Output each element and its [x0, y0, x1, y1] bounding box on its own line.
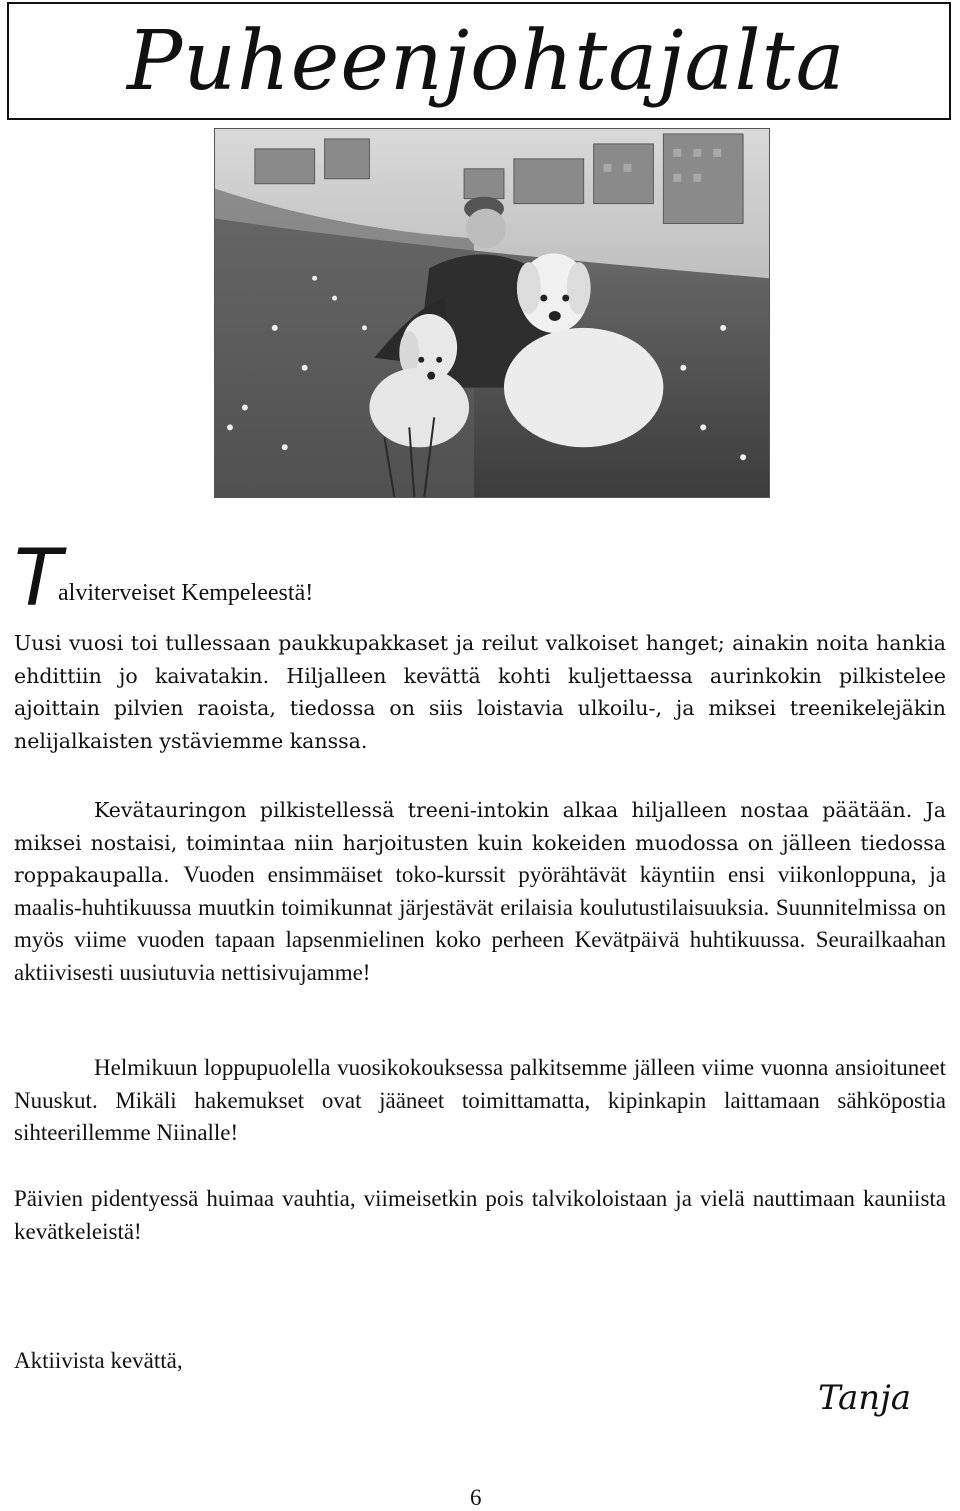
paragraph-2-part-b: Vuoden ensimmäiset toko-kurssit pyörähtävät käyntiin ensi viikonloppuna, ja maalis-huhtikuussa muutkin toimikunnat järjestävät erilaisia koulutustilaisuuksia. Suunnitelmissa on myös viime vuoden tapaan lapsenmielinen koko perheen Kevätpäivä huhtikuussa. Seurailkaahan aktiivisesti uusiutuvia nettisivujamme!: [14, 862, 946, 985]
page-title: Puheenjohtajalta: [127, 14, 846, 109]
page-number: 6: [470, 1485, 482, 1510]
paragraph-2-part-a: Kevätauringon pilkistellessä treeni-intokin alkaa hiljalleen nostaa päätään. Ja miksei nostaisi, toimintaa niin harjoitusten kuin kokeiden muodossa on jälleen tiedossa roppakaupalla.: [14, 798, 946, 887]
paragraph-1: Uusi vuosi toi tullessaan paukkupakkaset ja reilut valkoiset hanget; ainakin noita hankia ehdittiin jo kaivatakin. Hiljalleen kevättä kohti kuljettaessa aurinkokin pilkistelee ajoittain pilvien raoista, tiedossa on siis loistavia ulkoilu-, ja miksei treenikelejäkin nelijalkaisten ystäviemme kanssa.: [14, 631, 946, 753]
greeting: alviterveiset Kempeleestä!: [58, 580, 314, 606]
drop-cap: T: [14, 534, 62, 624]
paragraph-2: [14, 794, 946, 989]
title-box: [7, 2, 951, 120]
paragraph-3: Helmikuun loppupuolella vuosikokouksessa palkitsemme jälleen viime vuonna ansioituneet Nuuskut. Mikäli hakemukset ovat jääneet toimittamatta, kipinkapin laittamaan sähköpostia sihteerillemme Niinalle!: [14, 1055, 946, 1145]
photo-image: [215, 129, 769, 497]
paragraph-4: Päivien pidentyessä huimaa vauhtia, viimeisetkin pois talvikoloistaan ja vielä nauttimaan kauniista kevätkeleistä!: [14, 1186, 946, 1244]
signature: Tanja: [818, 1378, 912, 1418]
photo-person-with-dogs: [214, 128, 770, 498]
closing-line: Aktiivista kevättä,: [14, 1348, 183, 1373]
